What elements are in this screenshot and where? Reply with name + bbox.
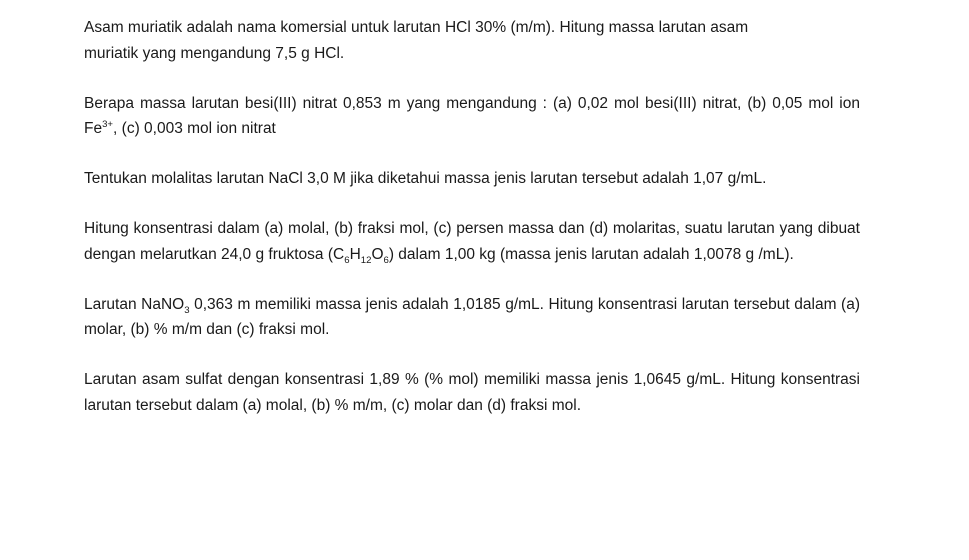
subscript-h: 12 [360, 254, 372, 266]
problem-1 [84, 15, 860, 66]
problem-5 [84, 292, 860, 343]
problem-5-text-end: 0,363 m memiliki massa jenis adalah 1,0185 g/mL. Hitung konsentrasi larutan tersebut dalam (a) molar, (b) % m/m dan (c) fraksi mol. [84, 295, 860, 338]
formula-h: H [349, 245, 361, 263]
subscript-c: 6 [344, 254, 350, 266]
subscript-nitrate: 3 [184, 304, 190, 316]
problem-5-text: Larutan NaNO [84, 295, 185, 313]
problem-2 [84, 91, 860, 142]
problem-4-text-end: ) dalam 1,00 kg (massa jenis larutan adalah 1,0078 g /mL). [388, 245, 794, 263]
problem-6-text: Larutan asam sulfat dengan konsentrasi 1,89 % (% mol) memiliki massa jenis 1,0645 g/mL. Hitung konsentrasi larutan tersebut dalam (a) molal, (b) % m/m, (c) molar dan (d) fraksi mol. [84, 371, 860, 414]
formula-o: O [371, 245, 384, 263]
problem-6 [84, 367, 860, 418]
problem-1-line-2: muriatik yang mengandung 7,5 g HCl. [84, 44, 345, 62]
problem-2-text-end: , (c) 0,003 mol ion nitrat [113, 120, 276, 137]
problem-3 [84, 166, 860, 192]
problem-list [84, 15, 860, 418]
subscript-o: 6 [383, 254, 389, 266]
problem-2-text: Berapa massa larutan besi(III) nitrat 0,853 m yang mengandung : (a) 0,02 mol besi(III) nitrat, (b) 0,05 mol ion Fe [84, 94, 860, 137]
problem-1-line-1: Asam muriatik adalah nama komersial untuk larutan HCl 30% (m/m). Hitung massa larutan asam [84, 19, 749, 36]
problem-4-text: Hitung konsentrasi dalam (a) molal, (b) fraksi mol, (c) persen massa dan (d) molaritas, suatu larutan yang dibuat dengan melarutkan 24,0 g fruktosa (C [84, 220, 860, 263]
charge-superscript: 3+ [102, 118, 114, 130]
problem-3-text: Tentukan molalitas larutan NaCl 3,0 M jika diketahui massa jenis larutan tersebut adalah 1,07 g/mL. [84, 170, 767, 187]
problem-4 [84, 216, 860, 267]
